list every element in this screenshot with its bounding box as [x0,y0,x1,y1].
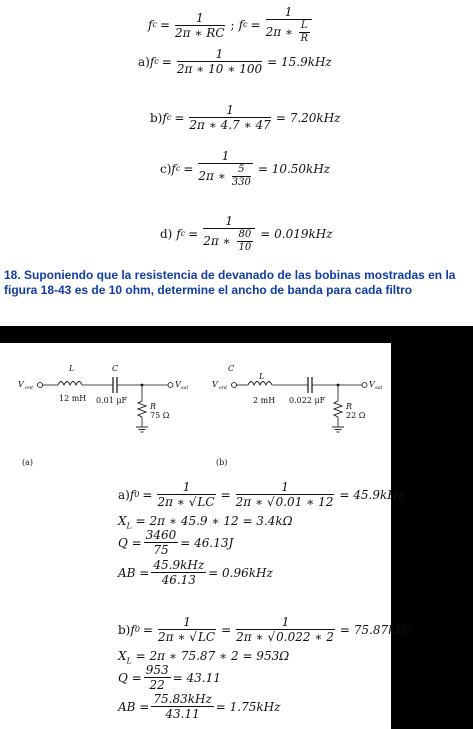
svg-text:sal: sal [375,385,383,391]
circuit-b-vout-label: V [369,380,375,389]
inductor-symbol [248,382,272,386]
resistor-label: R [150,402,157,411]
solution-a-xl: $X_L = 2\pi$ ∗ 45.9 ∗ 12 = 3.4kΩ [118,514,293,531]
equation-c: c) f c = 1 2π ∗ $\frac{5}{330}$ = 10.50kHz [160,149,331,188]
capacitor-label: C [228,364,235,373]
inductor-label: L [69,364,75,373]
inductor-label: L [259,372,265,381]
inductor-value: 2 mH [253,396,276,405]
circuit-a-vin-label: V [18,380,24,389]
capacitor-value: 0.022 μF [289,396,326,405]
svg-text:ent: ent [25,385,34,391]
solution-b-f0: b) f 0 = $\frac{1}{2\pi ∗ √LC}$ = $\frac{1}{2\pi ∗ √0.022 ∗ 2}$ = 75.87kHz [118,615,413,644]
equation-b: b) f c = $\frac{1}{2\pi ∗ 4.7 ∗ 47}$ = 7.20kHz [150,103,341,132]
resistor-label: R [346,402,353,411]
circuit-b-vin-label: V [212,380,218,389]
svg-text:ent: ent [219,385,228,391]
figure-card [0,343,413,729]
formula-general: f c = $\frac{1}{2\pi ∗ RC}$ ; f c = 1 2π ∗ $\frac{L}{R}$ [148,6,314,44]
svg-text:sal: sal [181,385,189,391]
resistor-symbol [138,401,146,417]
solution-b-q: Q = $\frac{953}{22}$ = 43.11 [118,663,221,692]
fraction: $\frac{1}{2\pi ∗ RC}$ [175,10,225,40]
question-18: 18. Suponiendo que la resistencia de devanado de las bobinas mostradas en la figura 18-43 es de 10 ohm, determine el ancho de banda para cada filtro [4,268,456,297]
circuit-a-diagram [0,357,200,437]
inductor-symbol [58,382,82,386]
solution-b-ab: AB = $\frac{\text{75.83kHz}}{43.11}$ = 1.75kHz [118,692,281,721]
solution-b-xl: $X_L = 2\pi$ ∗ 75.87 ∗ 2 = 953Ω [118,649,290,666]
resistor-value: 75 Ω [150,411,170,420]
solution-a-f0: a) f 0 = $\frac{1}{2\pi ∗ √LC}$ = $\frac{1}{2\pi ∗ √0.01 ∗ 12}$ = 45.9kHz [118,480,405,509]
solution-a-q: Q = $\frac{3460}{75}$ = 46.13J [118,528,234,557]
circuit-a-caption: (a) [22,458,34,467]
equation-d: d) f c = 1 2π ∗ $\frac{80}{10}$ = 0.019kHz [160,214,333,253]
equation-a: a) f c = $\frac{1}{2\pi ∗ 10 ∗ 100}$ = 15.9kHz [138,47,332,76]
circuit-b-caption: (b) [216,458,228,467]
capacitor-value: 0.01 μF [96,396,128,405]
resistor-value: 22 Ω [346,411,366,420]
solution-a-ab: AB = $\frac{\text{45.9kHz}}{46.13}$ = 0.96kHz [118,558,273,587]
circuit-a-vout-label: V [175,380,181,389]
inductor-value: 12 mH [59,394,87,403]
fraction: 1 2π ∗ $\frac{L}{R}$ [266,6,312,44]
resistor-symbol [334,401,342,417]
capacitor-label: C [112,364,119,373]
circuit-b-diagram [196,357,391,437]
